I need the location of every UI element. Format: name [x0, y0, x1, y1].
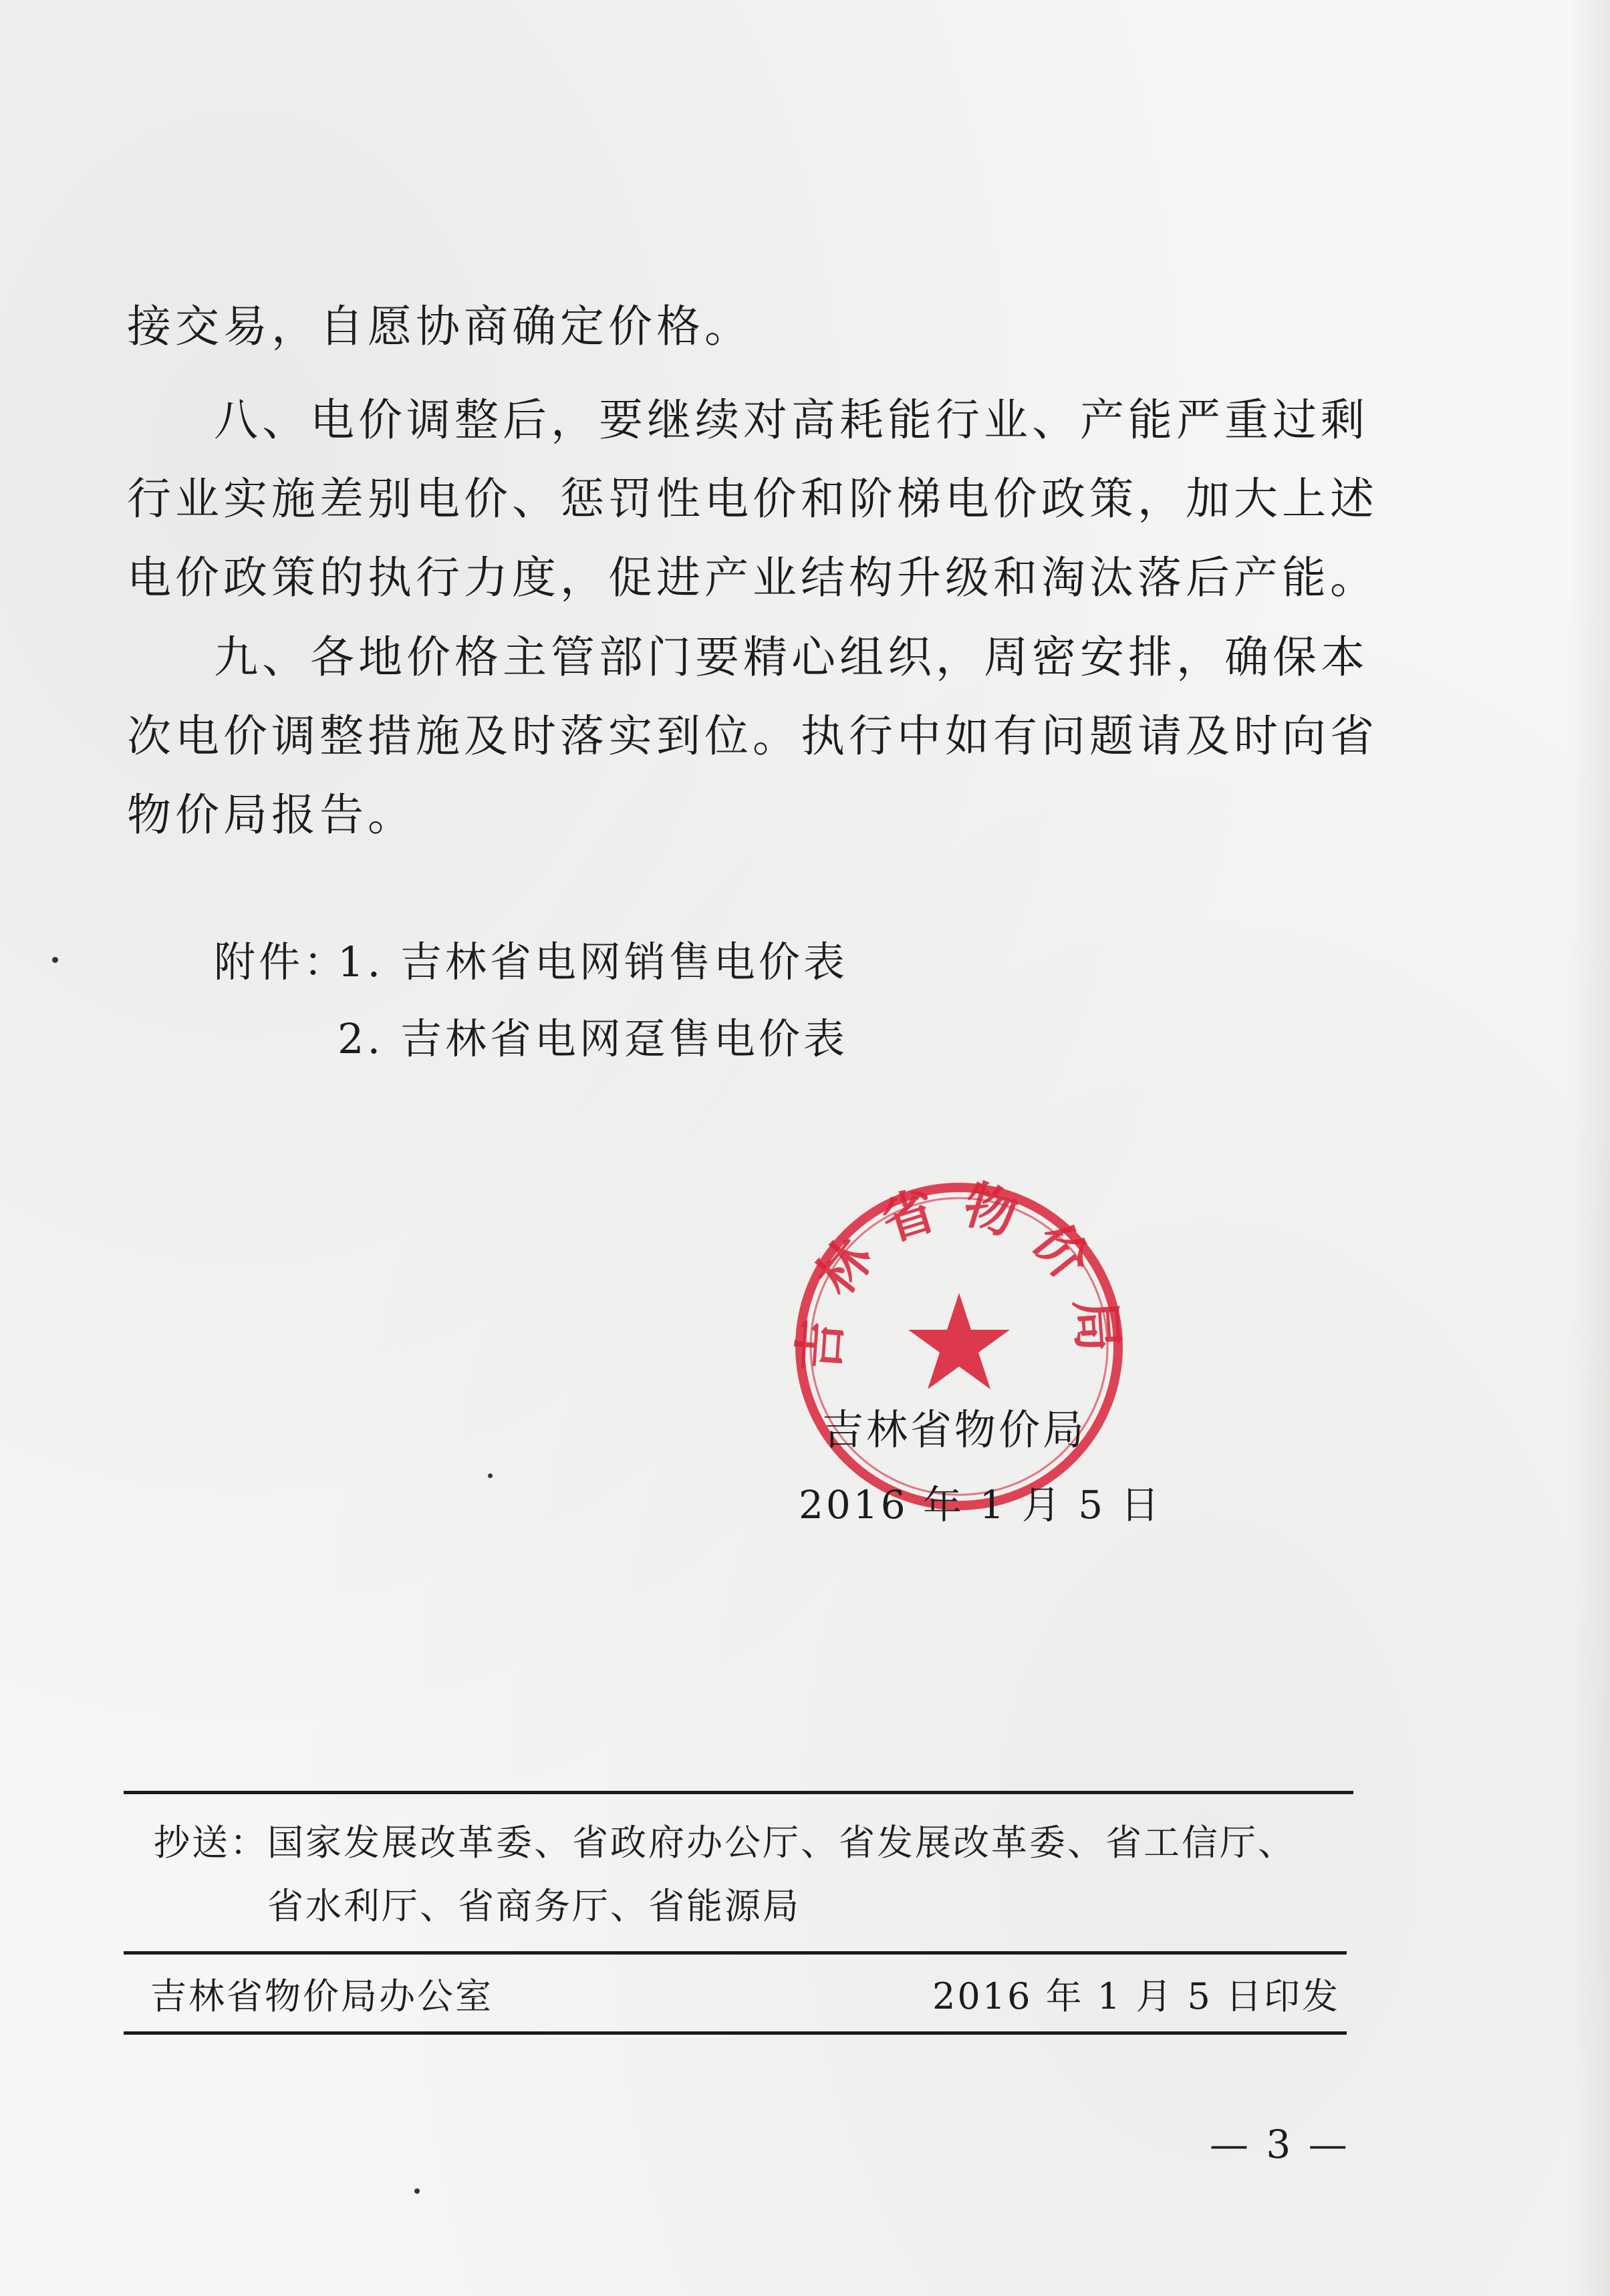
seal-text: 吉林省物价局: [788, 1173, 1130, 1374]
scan-speck: [52, 957, 58, 963]
scan-edge-shadow: [1570, 0, 1610, 2296]
signing-date: 2016 年 1 月 5 日: [799, 1482, 1162, 1528]
footer-rule-bottom: [124, 2031, 1347, 2035]
paragraph-eight: 八、电价调整后，要继续对高耗能行业、产能严重过剩行业实施差别电价、惩罚性电价和阶梯电价政策，加大上述电价政策的执行力度，促进产业结构升级和淘汰落后产能。: [127, 394, 1378, 603]
page-number: — 3 —: [1210, 2122, 1350, 2167]
footer-rule-middle: [124, 1951, 1347, 1955]
attachment-item-1: 1. 吉林省电网销售电价表: [338, 938, 848, 986]
footer-rule-top: [124, 1791, 1353, 1794]
cc-recipients-line-2: 省水利厅、省商务厅、省能源局: [267, 1885, 801, 1927]
scan-speck: [488, 1473, 493, 1478]
cc-recipients-line-1: 国家发展改革委、省政府办公厅、省发展改革委、省工信厅、: [267, 1822, 1296, 1864]
attachments-label: 附件：: [214, 938, 349, 986]
paragraph-trade: 接交易，自愿协商确定价格。: [127, 301, 753, 352]
official-seal: [785, 1173, 1133, 1520]
paragraph-nine: 九、各地价格主管部门要精心组织，周密安排，确保本次电价调整措施及时落实到位。执行中如有问题请及时向省物价局报告。: [127, 631, 1378, 841]
signing-authority: 吉林省物价局: [822, 1405, 1087, 1454]
seal-star-icon: [908, 1293, 1010, 1389]
scan-speck: [414, 2188, 420, 2194]
issue-date: 2016 年 1 月 5 日印发: [932, 1975, 1340, 2017]
cc-label: 抄送：: [154, 1822, 268, 1864]
attachment-item-2: 2. 吉林省电网趸售电价表: [338, 1014, 848, 1063]
issuing-office: 吉林省物价局办公室: [150, 1975, 493, 2017]
